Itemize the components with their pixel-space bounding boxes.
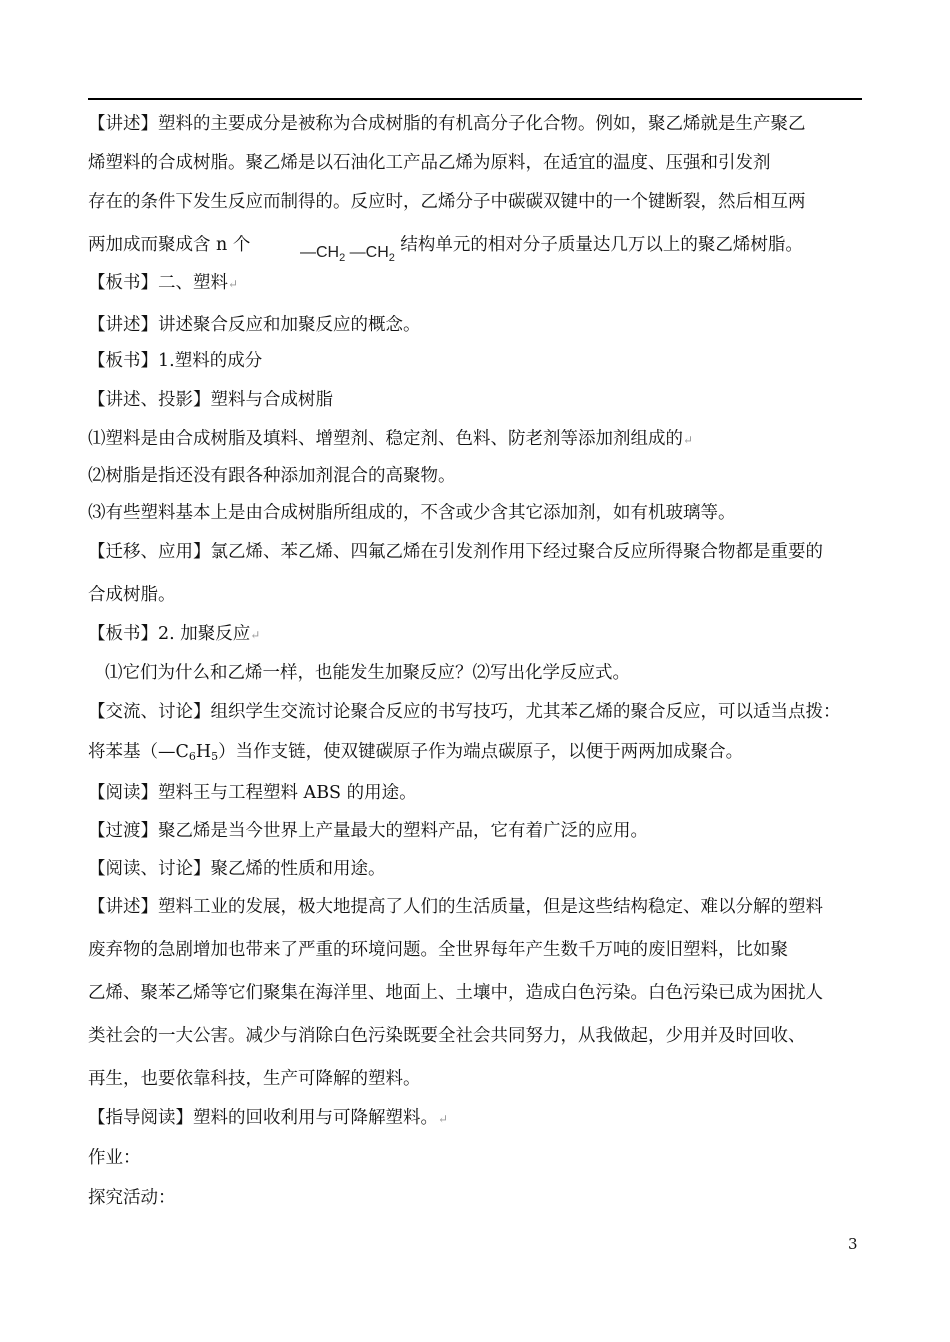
paragraph-line: 【讲述、投影】塑料与合成树脂 bbox=[88, 390, 333, 410]
paragraph-line: 烯塑料的合成树脂。聚乙烯是以石油化工产品乙烯为原料，在适宜的温度、压强和引发剂 bbox=[88, 153, 771, 173]
paragraph-mark-icon: ↵ bbox=[683, 433, 694, 447]
paragraph-line: 【指导阅读】塑料的回收利用与可降解塑料。↵ bbox=[88, 1108, 449, 1128]
paragraph-mark-icon: ↵ bbox=[250, 628, 261, 642]
paragraph-line: 【板书】2. 加聚反应↵ bbox=[88, 624, 261, 644]
paragraph-mark-icon: ↵ bbox=[228, 277, 239, 291]
paragraph-line: 废弃物的急剧增加也带来了严重的环境问题。全世界每年产生数千万吨的废旧塑料，比如聚 bbox=[88, 940, 788, 960]
ch2-ch2-structural-unit: $—CH_2$ $—CH_2$ bbox=[300, 244, 395, 265]
paragraph-line: 作业： bbox=[88, 1148, 141, 1168]
paragraph-line: 【阅读】塑料王与工程塑料 ABS 的用途。 bbox=[88, 783, 417, 803]
paragraph-line: 探究活动： bbox=[88, 1188, 176, 1208]
paragraph-line: 【过渡】聚乙烯是当今世界上产量最大的塑料产品，它有着广泛的应用。 bbox=[88, 821, 648, 841]
paragraph-line bbox=[88, 233, 868, 257]
paragraph-line: 【讲述】塑料工业的发展，极大地提高了人们的生活质量，但是这些结构稳定、难以分解的塑料 bbox=[88, 897, 823, 917]
paragraph-line: 【板书】1.塑料的成分 bbox=[88, 351, 263, 371]
text-segment: 两加成而聚成含 n 个 bbox=[88, 235, 251, 255]
paragraph-line: ⑴塑料是由合成树脂及填料、增塑剂、稳定剂、色料、防老剂等添加剂组成的↵ bbox=[88, 429, 694, 449]
paragraph-line: ⑴它们为什么和乙烯一样，也能发生加聚反应？⑵写出化学反应式。 bbox=[105, 663, 630, 683]
paragraph-line: ⑶有些塑料基本上是由合成树脂所组成的，不含或少含其它添加剂，如有机玻璃等。 bbox=[88, 503, 736, 523]
paragraph-line: 【迁移、应用】氯乙烯、苯乙烯、四氟乙烯在引发剂作用下经过聚合反应所得聚合物都是重要的 bbox=[88, 542, 823, 562]
paragraph-line: 存在的条件下发生反应而制得的。反应时，乙烯分子中碳碳双键中的一个键断裂，然后相互两 bbox=[88, 192, 806, 212]
text-segment: 结构单元的相对分子质量达几万以上的聚乙烯树脂。 bbox=[400, 235, 803, 255]
paragraph-line: 【交流、讨论】组织学生交流讨论聚合反应的书写技巧，尤其苯乙烯的聚合反应，可以适当点拨： bbox=[88, 702, 841, 722]
paragraph-mark-icon: ↵ bbox=[438, 1112, 449, 1126]
header-rule bbox=[88, 98, 862, 100]
paragraph-line: 【讲述】讲述聚合反应和加聚反应的概念。 bbox=[88, 315, 421, 335]
paragraph-line: ⑵树脂是指还没有跟各种添加剂混合的高聚物。 bbox=[88, 466, 456, 486]
paragraph-line: 【阅读、讨论】聚乙烯的性质和用途。 bbox=[88, 859, 386, 879]
paragraph-line: 再生，也要依靠科技，生产可降解的塑料。 bbox=[88, 1069, 421, 1089]
paragraph-line: 合成树脂。 bbox=[88, 585, 176, 605]
paragraph-line: 【板书】二、塑料↵ bbox=[88, 273, 239, 293]
paragraph-line: 类社会的一大公害。减少与消除白色污染既要全社会共同努力，从我做起，少用并及时回收、 bbox=[88, 1026, 806, 1046]
paragraph-line: 乙烯、聚苯乙烯等它们聚集在海洋里、地面上、土壤中，造成白色污染。白色污染已成为困扰人 bbox=[88, 983, 823, 1003]
paragraph-line: 将苯基$(—C_6H_5)$当作支链，使双键碳原子作为端点碳原子，以便于两两加成聚合。 bbox=[88, 742, 744, 763]
paragraph-line: 【讲述】塑料的主要成分是被称为合成树脂的有机高分子化合物。例如，聚乙烯就是生产聚乙 bbox=[88, 114, 806, 134]
page-number: 3 bbox=[848, 1235, 858, 1253]
